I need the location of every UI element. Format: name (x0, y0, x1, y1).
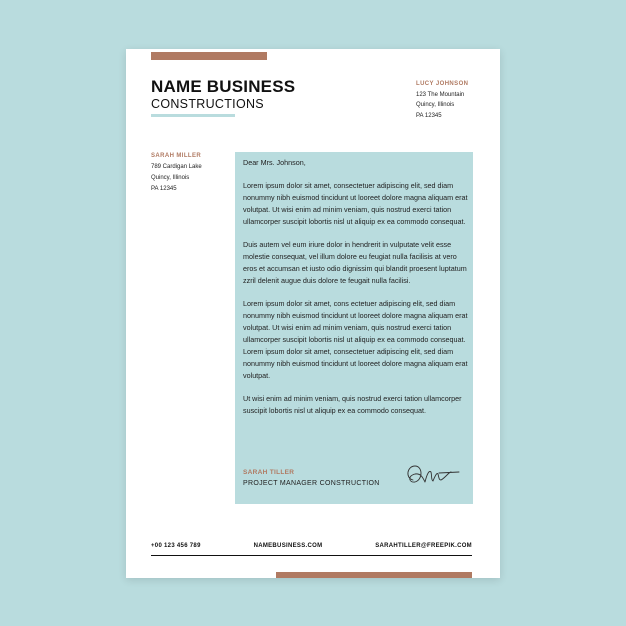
recipient-block (416, 79, 468, 121)
footer-phone: +00 123 456 789 (151, 543, 201, 549)
letter-paragraph-3: Lorem ipsum dolor sit amet, cons ectetuer adipiscing elit, sed diam nonummy nibh euismod tincidunt ut looreet dolore magna aliquam erat volutpat. Ut wisi enim ad minim veniam, quis nostrud exerci tation ullamcorper suscipit lobortis nisl ut aliquip ex ea commodo consequat. Lorem ipsum dolor sit amet, consectetuer adipiscing elit, sed diam nonummy nibh euismod tincidunt ut looreet dolore magna aliquam erat volutpat. (243, 299, 468, 380)
company-name: NAME BUSINESS (151, 77, 296, 96)
letter-greeting: Dear Mrs. Johnson, (243, 158, 306, 167)
footer-website: NAMEBUSINESS.COM (253, 543, 323, 549)
sender-name: SARAH MILLER (151, 153, 202, 159)
letter-text (243, 157, 471, 428)
recipient-name: LUCY JOHNSON (416, 81, 469, 87)
footer-email: SARAHTILLER@FREEPIK.COM (375, 543, 472, 549)
bottom-accent-bar (276, 572, 472, 578)
signoff-role: PROJECT MANAGER CONSTRUCTION (243, 480, 380, 487)
top-accent-bar (151, 52, 267, 60)
letter-body-box (235, 152, 473, 504)
recipient-address-line3: PA 12345 (416, 112, 442, 119)
letterhead-page (126, 49, 500, 578)
recipient-address-line1: 123 The Mountain (416, 91, 465, 98)
recipient-address-line2: Quincy, Illinois (416, 102, 455, 108)
title-underline (151, 114, 235, 117)
footer-divider (151, 555, 472, 556)
letter-paragraph-1: Lorem ipsum dolor sit amet, consectetuer adipiscing elit, sed diam nonummy nibh euismod tincidunt ut looreet dolore magna aliquam erat volutpat. Ut wisi enim ad minim veniam, quis nostrud exerci tation ullamcorper suscipit lobortis nisl ut aliquip ex ea commodo consequat. (243, 181, 468, 226)
letter-paragraph-4: Ut wisi enim ad minim veniam, quis nostrud exerci tation ullamcorper suscipit lobortis nisl ut aliquip ex ea commodo consequat. (243, 394, 462, 415)
letter-paragraph-2: Duis autem vel eum iriure dolor in hendrerit in vulputate velit esse molestie consequat, vel illum dolore eu feugiat nulla facilisis at vero eros et accumsan et iusto odio dignissim qui blandit proesent luptatum zzril delenit augue duis dolore te feugait nulla facilisi. (243, 240, 467, 285)
footer (151, 543, 472, 549)
sender-block (151, 151, 202, 195)
signoff-name: SARAH TILLER (243, 469, 295, 476)
sender-address-line1: 789 Cardigan Lake (151, 164, 202, 170)
signature-icon (401, 460, 463, 490)
sender-address-line2: Quincy, Illinois (151, 175, 190, 181)
company-subtitle: CONSTRUCTIONS (151, 97, 264, 111)
sender-address-line3: PA 12345 (151, 186, 177, 192)
